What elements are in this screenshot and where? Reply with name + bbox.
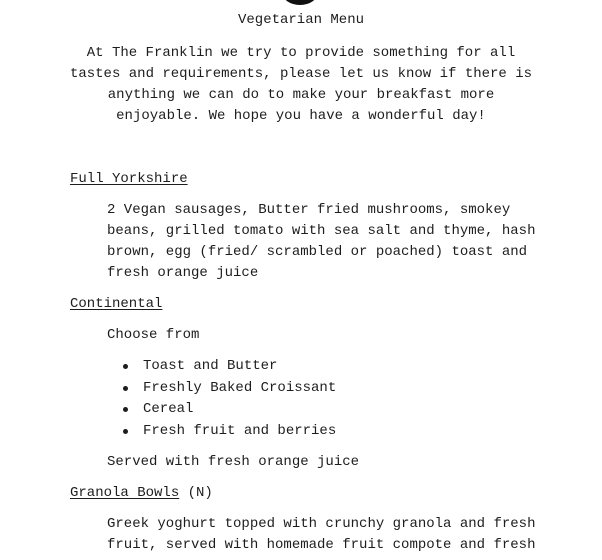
section-heading-text: Continental — [70, 296, 163, 312]
section-description: 2 Vegan sausages, Butter fried mushrooms, smokey beans, grilled tomato with sea salt and thyme, hash brown, egg (fried/ scrambled or poached) toast and fresh orange juice — [107, 202, 536, 281]
option-label: Toast and Butter — [143, 358, 278, 374]
section-full-yorkshire — [0, 169, 602, 284]
continental-options-list — [123, 356, 602, 442]
bullet-icon — [123, 429, 128, 434]
choose-from-label: Choose from — [107, 327, 200, 343]
option-label: Freshly Baked Croissant — [143, 379, 337, 396]
list-item — [123, 378, 602, 400]
option-label: Cereal — [143, 401, 194, 417]
section-continental — [0, 294, 602, 473]
served-with-note: Served with fresh orange juice — [107, 454, 360, 470]
bullet-icon — [123, 386, 128, 391]
list-item — [123, 399, 602, 421]
bullet-icon — [123, 364, 128, 369]
section-heading — [70, 169, 602, 190]
logo-bottom-arc-icon — [282, 0, 318, 5]
menu-intro-paragraph: At The Franklin we try to provide something for all tastes and requirements, please let us know if there is anything we can do to make your breakfast more enjoyable. We hope you have a wonderful day! — [69, 45, 533, 124]
dietary-note: (N) — [187, 485, 213, 501]
section-heading — [70, 294, 602, 315]
section-heading-text: Full Yorkshire — [70, 171, 188, 187]
menu-title: Vegetarian Menu — [237, 12, 365, 28]
option-label: Fresh fruit and berries — [143, 422, 337, 439]
section-description: Greek yoghurt topped with crunchy granola and fresh fruit, served with homemade fruit compote and fresh — [107, 516, 536, 553]
section-heading-text: Granola Bowls — [70, 485, 180, 501]
list-item — [123, 421, 602, 443]
section-heading — [70, 483, 602, 504]
section-granola-bowls — [0, 483, 602, 556]
bullet-icon — [123, 407, 128, 412]
list-item — [123, 356, 602, 378]
